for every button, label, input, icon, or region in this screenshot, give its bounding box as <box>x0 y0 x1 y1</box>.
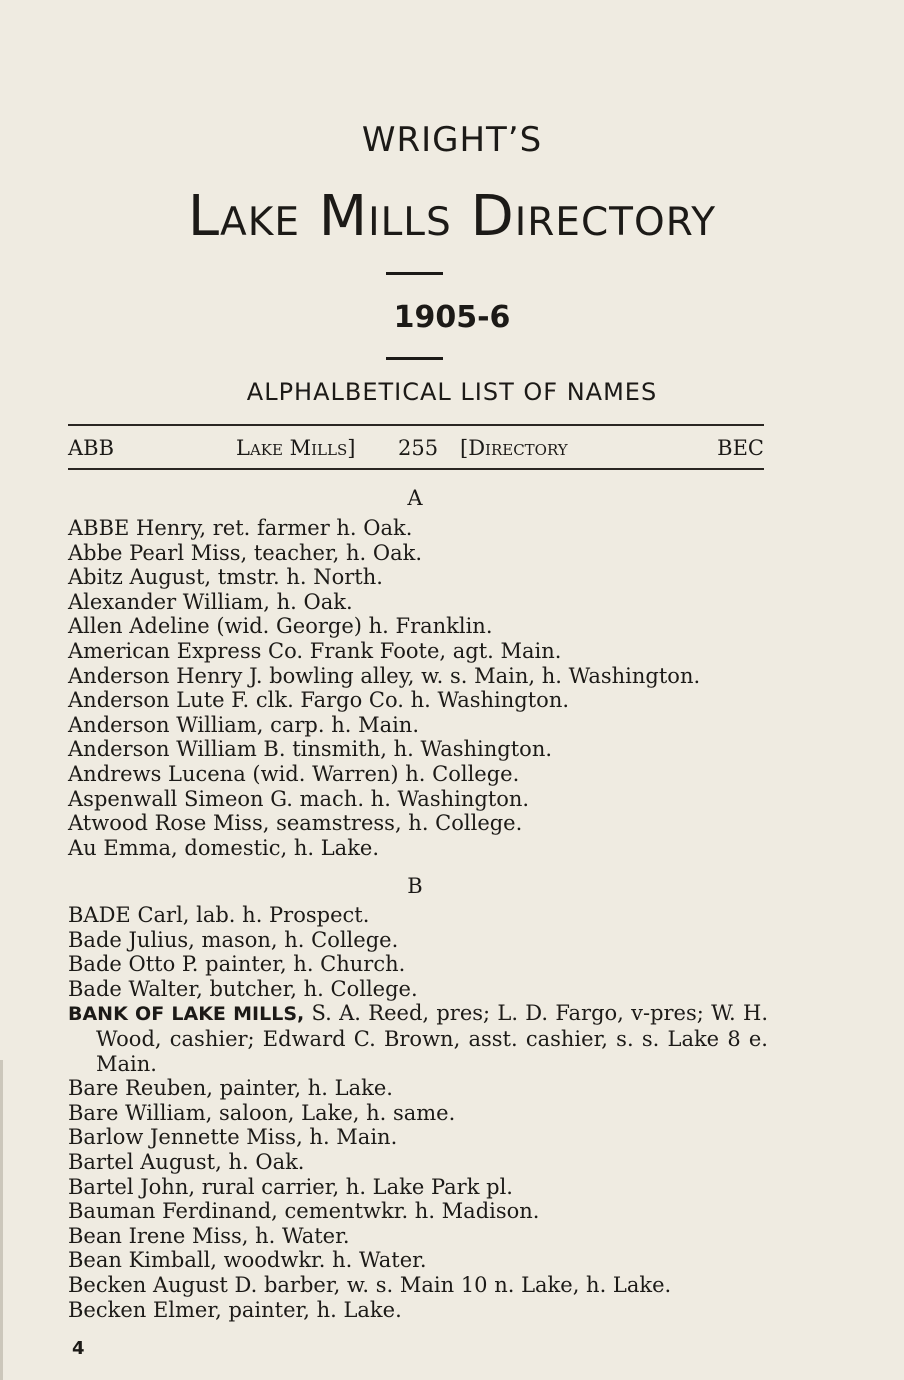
list-item: Abbe Pearl Miss, teacher, h. Oak. <box>68 540 423 565</box>
list-item: Anderson William, carp. h. Main. <box>68 712 420 737</box>
list-item: ABBE Henry, ret. farmer h. Oak. <box>68 516 413 540</box>
list-item: Bean Kimball, woodwkr. h. Water. <box>68 1248 427 1273</box>
list-item: Abitz August, tmstr. h. North. <box>68 565 383 590</box>
list-item: Au Emma, domestic, h. Lake. <box>68 835 380 860</box>
list-item: Bare William, saloon, Lake, h. same. <box>68 1100 456 1125</box>
list-item: Bartel August, h. Oak. <box>68 1149 305 1174</box>
edition-year: 1905-6 <box>393 300 511 335</box>
list-item: Bauman Ferdinand, cementwkr. h. Madison. <box>68 1199 540 1224</box>
list-item: Andrews Lucena (wid. Warren) h. College. <box>68 761 520 786</box>
right-guide-word: BEC <box>717 436 764 460</box>
running-title-right: [Directory <box>460 436 568 460</box>
running-head <box>68 436 764 464</box>
bank-name: BANK OF LAKE MILLS, <box>68 1003 305 1026</box>
list-title: ALPHALBETICAL LIST OF NAMES <box>246 378 658 406</box>
head-top-rule <box>68 424 764 426</box>
list-item: Anderson William B. tinsmith, h. Washington. <box>68 737 553 762</box>
directory-title: Lake Mills Directory <box>187 184 717 249</box>
running-page-number: 255 <box>398 436 439 460</box>
list-item: BADE Carl, lab. h. Prospect. <box>68 903 370 927</box>
list-item: Anderson Lute F. clk. Fargo Co. h. Washington. <box>68 688 570 713</box>
list-item: Bean Irene Miss, h. Water. <box>68 1223 350 1248</box>
list-item: Bade Walter, butcher, h. College. <box>68 976 418 1001</box>
running-title-left: Lake Mills] <box>236 436 356 460</box>
list-item: Bare Reuben, painter, h. Lake. <box>68 1076 393 1101</box>
list-item: Atwood Rose Miss, seamstress, h. College. <box>68 811 523 836</box>
bank-details: S. A. Reed, pres; L. D. Fargo, v-pres; W. H. Wood, cashier; Edward C. Brown, asst. cashier, s. s. Lake 8 e. Main. <box>96 1001 768 1076</box>
page-edge-shadow <box>0 1060 3 1380</box>
list-item: Becken Elmer, painter, h. Lake. <box>68 1297 402 1322</box>
page-number: 4 <box>72 1338 85 1359</box>
list-item: Alexander William, h. Oak. <box>68 589 353 614</box>
list-item: Bartel John, rural carrier, h. Lake Park pl. <box>68 1174 513 1199</box>
section-b-entries <box>68 903 768 1322</box>
section-a-entries <box>68 516 768 860</box>
list-item: Aspenwall Simeon G. mach. h. Washington. <box>68 786 530 811</box>
list-item: Barlow Jennette Miss, h. Main. <box>68 1125 398 1150</box>
section-letter-b: B <box>407 874 423 898</box>
bank-entry <box>68 1001 768 1076</box>
list-item: American Express Co. Frank Foote, agt. Main. <box>68 638 562 663</box>
list-item: Bade Julius, mason, h. College. <box>68 927 399 952</box>
head-bottom-rule <box>68 468 764 470</box>
publisher-kicker: WRIGHT’S <box>361 120 543 160</box>
year-divider <box>386 357 443 360</box>
title-divider <box>386 272 443 275</box>
list-item: Anderson Henry J. bowling alley, w. s. Main, h. Washington. <box>68 663 701 688</box>
list-item: Becken August D. barber, w. s. Main 10 n. Lake, h. Lake. <box>68 1272 672 1297</box>
list-item: Allen Adeline (wid. George) h. Franklin. <box>68 614 493 639</box>
left-guide-word: ABB <box>68 436 115 460</box>
section-letter-a: A <box>407 486 423 510</box>
list-item: Bade Otto P. painter, h. Church. <box>68 952 406 977</box>
